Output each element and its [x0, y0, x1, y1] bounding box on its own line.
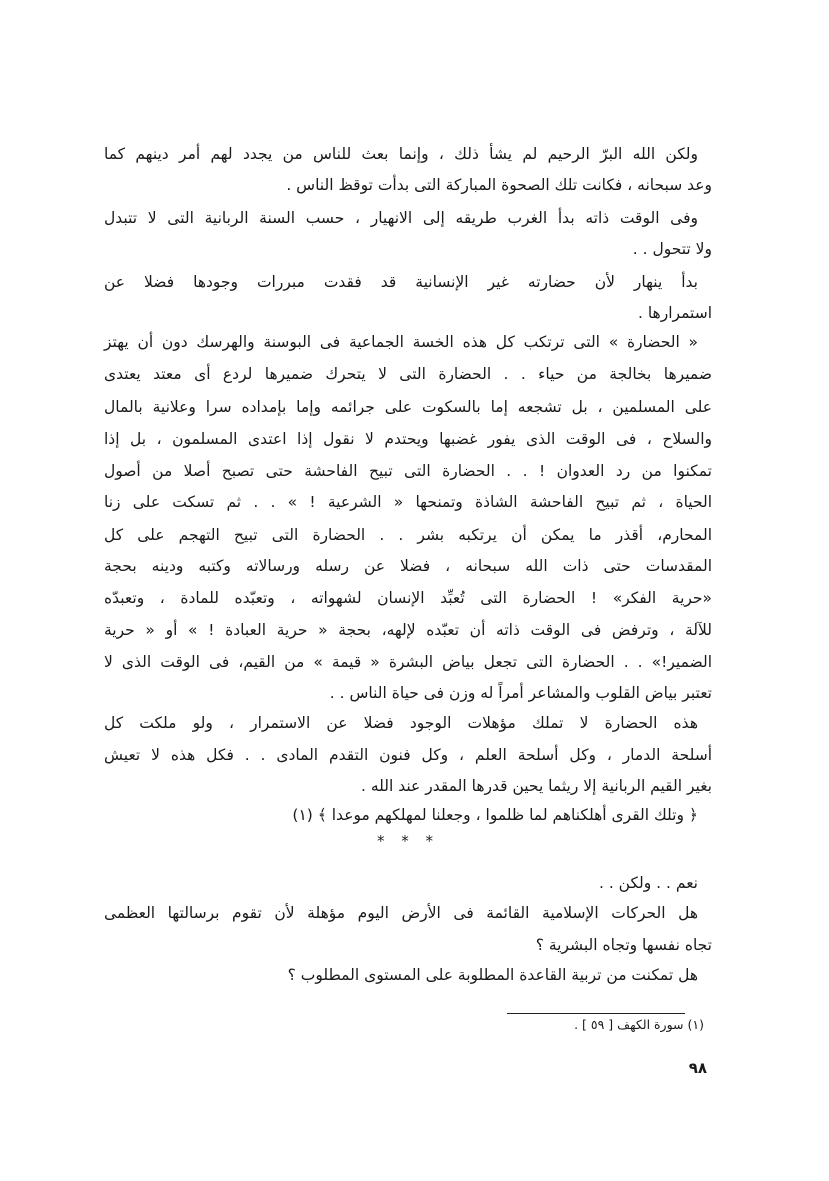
text-line: هذه الحضارة لا تملك مؤهلات الوجود فضلا عن الاستمرار ، ولو ملكت كل: [104, 714, 698, 732]
text-line: ضميرها بخالجة من حياء . . الحضارة التى لا يتحرك ضميرها لردع أى معتد يعتدى: [104, 365, 712, 383]
text-line: بدأ ينهار لأن حضارته غير الإنسانية قد فقدت مبررات وجودها فضلا عن: [104, 273, 698, 291]
text-line: أسلحة الدمار ، وكل أسلحة العلم ، وكل فنون التقدم المادى . . فكل هذه لا تعيش: [104, 746, 712, 764]
text-line: ولكن الله البرّ الرحيم لم يشأ ذلك ، وإنما بعث للناس من يجدد لهم أمر دينهم كما: [104, 145, 698, 163]
text-line: هل تمكنت من تربية القاعدة المطلوبة على المستوى المطلوب ؟: [287, 966, 698, 984]
text-line: تمكنوا من رد العدوان ! . . الحضارة التى تبيح الفاحشة حتى تصبح أصلا من أصول: [104, 462, 712, 480]
text-line: على المسلمين ، بل تشجعه إما بالسكوت على جرائمه وإما بإمداده سرا وعلانية بالمال: [104, 398, 712, 416]
text-line: « الحضارة » التى ترتكب كل هذه الخسة الجماعية فى البوسنة والهرسك دون أن يهتز: [104, 333, 698, 351]
text-line: والسلاح ، فى الوقت الذى يفور غضبها ويحتدم لا نقول إذا اعتدى المسلمون ، بل إذا: [104, 430, 712, 448]
text-line: نعم . . ولكن . .: [598, 874, 698, 892]
section-separator: * * *: [376, 832, 440, 850]
page-number: ٩٨: [688, 1059, 707, 1077]
text-line: وفى الوقت ذاته بدأ الغرب طريقه إلى الانهيار ، حسب السنة الربانية التى لا تتبدل: [104, 209, 698, 227]
text-line: للآلة ، وترفض فى الوقت ذاته أن تعبّده لإلهه، بحجة « حرية العبادة ! » أو « حرية: [104, 621, 712, 639]
text-line: استمرارها .: [637, 304, 712, 322]
text-line: وعد سبحانه ، فكانت تلك الصحوة المباركة التى بدأت توقظ الناس .: [286, 176, 712, 194]
text-line: المقدسات حتى ذات الله سبحانه ، فضلا عن رسله ورسالاته وكتبه ودينه بحجة: [104, 557, 712, 575]
text-line: المحارم، أقذر ما يمكن أن يرتكبه بشر . . الحضارة التى تبيح التهجم على كل: [104, 526, 712, 544]
text-line: بغير القيم الربانية إلا ريثما يحين قدرها المقدر عند الله .: [360, 777, 712, 795]
footnote-divider: [507, 1013, 685, 1014]
text-line: الضمير!» . . الحضارة التى تجعل بياض البشرة « قيمة » من القيم، فى الوقت الذى لا: [104, 653, 712, 671]
text-line: تجاه نفسها وتجاه البشرية ؟: [535, 936, 712, 954]
text-line: «حرية الفكر» ! الحضارة التى تُعبِّد الإنسان لشهواته ، وتعبّده للمادة ، وتعبدّه: [104, 589, 712, 607]
text-line: الحياة ، ثم تبيح الفاحشة الشاذة وتمنحها « الشرعية ! » . . ثم تسكت على زنا: [104, 493, 712, 511]
body-text: [104, 0, 712, 1181]
quran-verse: ﴿ وتلك القرى أهلكناهم لما ظلموا ، وجعلنا لمهلكهم موعدا ﴾ (١): [292, 806, 698, 824]
text-line: ولا تتحول . .: [632, 240, 712, 258]
footnote: (١) سورة الكهف [ ٥٩ ] .: [574, 1017, 704, 1032]
text-line: هل الحركات الإسلامية القائمة فى الأرض اليوم مؤهلة لأن تقوم برسالتها العظمى: [104, 904, 698, 922]
text-line: تعتبر بياض القلوب والمشاعر أمراً له وزن فى حياة الناس . .: [329, 684, 712, 702]
